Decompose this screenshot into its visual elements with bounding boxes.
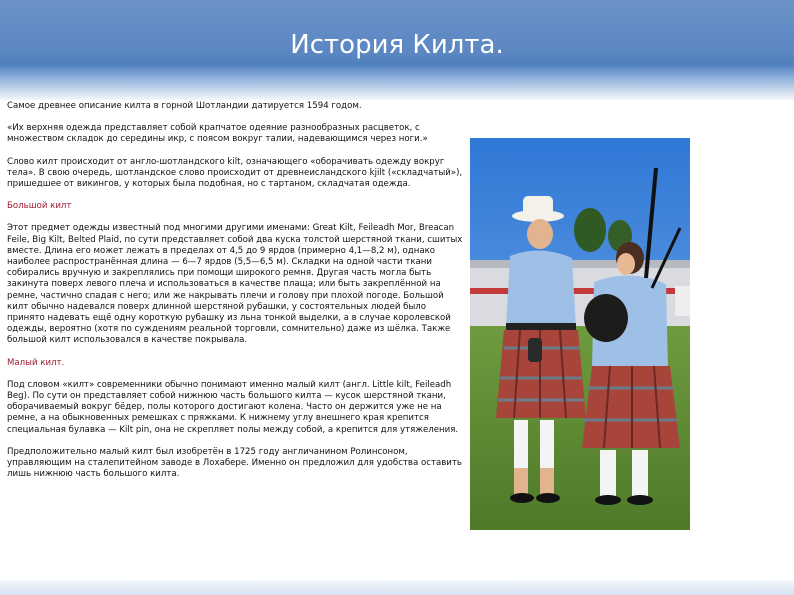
- section-heading-great-kilt: Большой килт: [7, 201, 72, 212]
- slide-title: История Килта.: [290, 30, 504, 60]
- slide-footer-band: [0, 580, 794, 595]
- section-heading-little-kilt: Малый килт.: [7, 357, 65, 368]
- paragraph-etymology: Слово килт происходит от англо-шотландского kilt, означающего «оборачивать одежду вокруг тела». В свою очередь, шотландское слово происходит от древнеисландского kjilt («складчатый»), пришедшее от викингов, у которых была подобная, но с тартаном, складчатая одежда.: [7, 156, 463, 190]
- paragraph-intro: Самое древнее описание килта в горной Шотландии датируется 1594 годом.: [7, 101, 362, 111]
- paragraph-great-kilt: Этот предмет одежды известный под многими другими именами: Great Kilt, Feileadh Mor, Breacan Feile, Big Kilt, Belted Plaid, по сути представляет собой два куска толстой шерстяной ткани, сшитых вместе. Длина его может лежать в пределах от 4,5 до 9 ярдов (примерно 4,1—8,2 м), однако наиболее распространённая длина — 6—7 ярдов (5,5—6,5 м). Складки на одной части ткани собирались вручную и закреплялись при помощи широкого ремня. Другая часть могла быть закинута поверх левого плеча и использоваться в качестве плаща; или быть закреплённой на ремне, частично спадая с него; или же накрывать плечи и голову при плохой погоде. Большой килт обычно надевался поверх длинной шерстяной рубашки, у состоятельных людей было принято надевать ещё одну короткую рубашку из льна тонкой выделки, а в случае королевской одежды, вероятно (хотя по суждениям реальной торговли, сомнительно) даже из шёлка. Также большой килт использовался в качестве покрывала.: [7, 223, 463, 346]
- slide-body: [7, 101, 465, 480]
- photo-pipers-in-kilts: [470, 138, 690, 530]
- paragraph-little-kilt: Под словом «килт» современники обычно понимают именно малый килт (англ. Little kilt, Feileadh Beg). По сути он представляет собой нижнюю часть большого килта — кусок шерстяной ткани, оборачиваемый вокруг бёдер, полы которого достигают колена. Часто он держится уже не на ремне, а на обыкновенных ремешках с пряжками. К нижнему углу внешнего края крепится специальная булавка — Kilt pin, она не скрепляет полы между собой, а крепится для утяжеления.: [7, 379, 459, 435]
- paragraph-quote: «Их верхняя одежда представляет собой крапчатое одеяние разнообразных расцветок, с множеством складок до середины икр, с поясом вокруг талии, надевающимся через ноги.»: [7, 123, 428, 145]
- paragraph-invention: Предположительно малый килт был изобретён в 1725 году англичанином Ролинсоном, управляющим на сталепитейном заводе в Лохабере. Именно он предложил для удобства оставить лишь нижнюю часть большого килта.: [7, 446, 462, 480]
